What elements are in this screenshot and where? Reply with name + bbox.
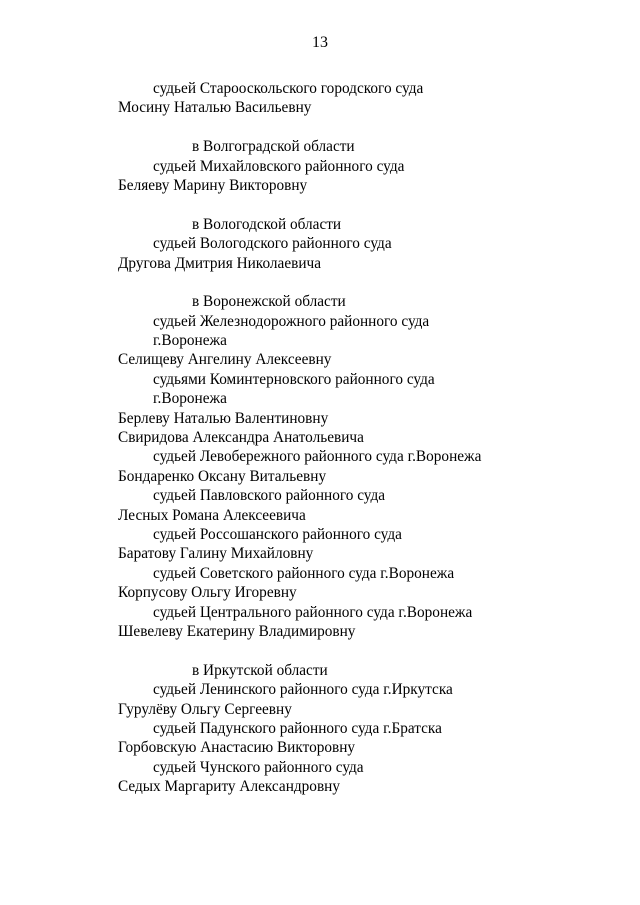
court-position-line: судьей Центрального районного суда г.Воронежа [153,603,473,621]
judge-name-line: Лесных Романа Алексеевича [118,506,306,524]
judge-name-line: Беляеву Марину Викторовну [118,176,308,194]
court-position-line: судьей Железнодорожного районного суда [153,312,430,330]
court-position-line: судьями Коминтерновского районного суда [153,370,435,388]
region-heading: в Вологодской области [192,215,342,233]
judge-name-line: Селищеву Ангелину Алексеевну [118,351,332,369]
court-position-line: судьей Павловского районного суда [153,487,386,505]
blank-line [0,641,640,660]
page-number: 13 [312,34,328,51]
region-heading: в Воронежской области [192,293,346,311]
judge-name-line: Бондаренко Оксану Витальевну [118,467,327,485]
court-position-line: г.Воронежа [153,390,227,408]
judge-name-line: Берлеву Наталью Валентиновну [118,409,329,427]
document-body [0,79,640,796]
court-position-line: судьей Левобережного районного суда г.Воронежа [153,448,482,466]
blank-line [0,195,640,214]
judge-name-line: Корпусову Ольгу Игоревну [118,584,297,602]
judge-name-line: Другова Дмитрия Николаевича [118,254,322,272]
court-position-line: судьей Михайловского районного суда [153,157,405,175]
judge-name-line: Свиридова Александра Анатольевича [118,429,364,447]
court-position-line: г.Воронежа [153,332,227,350]
judge-name-line: Мосину Наталью Васильевну [118,99,312,117]
judge-name-line: Гурулёву Ольгу Сергеевну [118,700,292,718]
court-position-line: судьей Ленинского районного суда г.Иркутска [153,681,453,699]
court-position-line: судьей Старооскольского городского суда [153,80,424,97]
court-position-line: судьей Падунского районного суда г.Братска [153,719,442,737]
court-position-line: судьей Советского районного суда г.Воронежа [153,564,455,582]
judge-name-line: Шевелеву Екатерину Владимировну [118,622,356,640]
judge-name-line: Баратову Галину Михайловну [118,545,314,563]
court-position-line: судьей Вологодского районного суда [153,235,392,253]
judge-name-line: Седых Маргариту Александровну [118,778,341,796]
court-position-line: судьей Чунского районного суда [153,758,364,776]
region-heading: в Иркутской области [192,661,328,679]
blank-line [0,273,640,292]
judge-name-line: Горбовскую Анастасию Викторовну [118,739,356,757]
region-heading: в Волгоградской области [192,138,355,156]
blank-line [0,118,640,137]
court-position-line: судьей Россошанского районного суда [153,525,402,543]
